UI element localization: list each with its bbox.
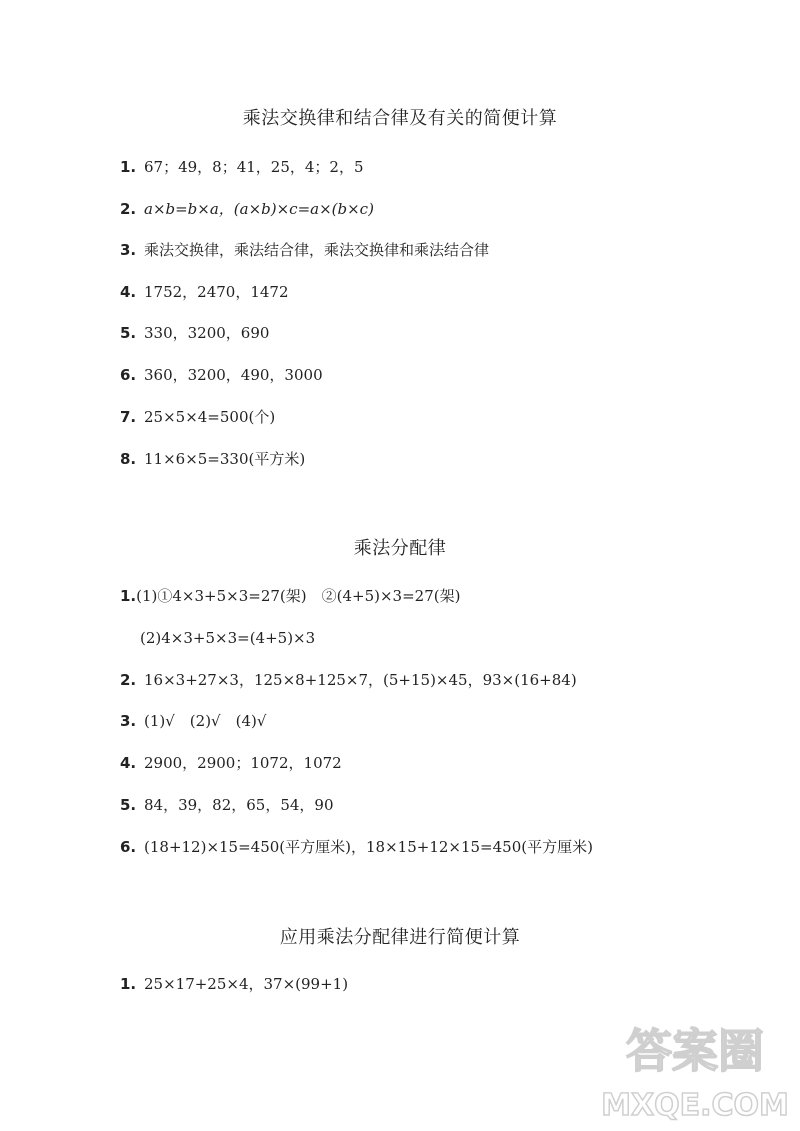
answer-subitem <box>140 627 315 649</box>
section-title: 应用乘法分配律进行简便计算 <box>279 927 521 948</box>
answer-item <box>120 364 323 386</box>
answer-item <box>120 406 275 428</box>
item-number: 5. <box>120 324 137 342</box>
section-title: 乘法分配律 <box>353 538 447 559</box>
answer-item <box>120 156 364 178</box>
item-text: 360，3200，490，3000 <box>144 366 323 384</box>
item-number: 6. <box>120 838 137 856</box>
answer-item <box>120 198 374 220</box>
answer-item <box>120 794 334 816</box>
item-text: 67；49，8；41，25，4；2，5 <box>144 158 364 176</box>
item-text: 84，39，82，65，54，90 <box>144 796 334 814</box>
answer-item <box>120 281 289 303</box>
answer-item <box>120 752 342 774</box>
answer-item <box>120 585 460 607</box>
item-number: 2. <box>120 671 137 689</box>
answer-item <box>120 669 577 691</box>
item-text: 乘法交换律，乘法结合律，乘法交换律和乘法结合律 <box>144 241 490 259</box>
item-number: 3. <box>120 712 137 730</box>
watermark-line2: MXQE.COM <box>601 1088 789 1123</box>
answer-item <box>120 322 269 344</box>
item-text: (1)①4×3+5×3=27(架) ②(4+5)×3=27(架) <box>136 587 461 605</box>
item-text: a×b=b×a，(a×b)×c=a×(b×c) <box>144 200 374 218</box>
item-text: 25×5×4=500(个) <box>144 408 276 426</box>
item-number: 1. <box>120 587 137 605</box>
item-text: 330，3200，690 <box>144 324 270 342</box>
item-text: 25×17+25×4，37×(99+1) <box>144 975 349 993</box>
item-text: (2)4×3+5×3=(4+5)×3 <box>140 629 316 647</box>
item-text: 2900，2900；1072，1072 <box>144 754 342 772</box>
section-title: 乘法交换律和结合律及有关的简便计算 <box>242 108 558 129</box>
item-text: (1)√ (2)√ (4)√ <box>144 712 267 730</box>
item-number: 2. <box>120 200 137 218</box>
watermark-graphic <box>600 1005 790 1125</box>
item-number: 6. <box>120 366 137 384</box>
item-number: 4. <box>120 283 137 301</box>
item-number: 1. <box>120 158 137 176</box>
answer-item <box>120 973 348 995</box>
item-text: (18+12)×15=450(平方厘米)，18×15+12×15=450(平方厘米) <box>144 838 593 856</box>
watermark-line1: 答案圈 <box>626 1024 764 1078</box>
item-number: 3. <box>120 241 137 259</box>
item-text: 1752，2470，1472 <box>144 283 289 301</box>
answer-item <box>120 710 266 732</box>
item-text: 11×6×5=330(平方米) <box>144 450 306 468</box>
answer-item <box>120 239 489 261</box>
item-text: 16×3+27×3，125×8+125×7，(5+15)×45，93×(16+84) <box>144 671 577 689</box>
answer-item <box>120 448 305 470</box>
answer-item <box>120 836 593 858</box>
item-number: 8. <box>120 450 137 468</box>
item-number: 5. <box>120 796 137 814</box>
watermark-logo <box>600 1005 790 1125</box>
item-number: 1. <box>120 975 137 993</box>
item-number: 4. <box>120 754 137 772</box>
item-number: 7. <box>120 408 137 426</box>
